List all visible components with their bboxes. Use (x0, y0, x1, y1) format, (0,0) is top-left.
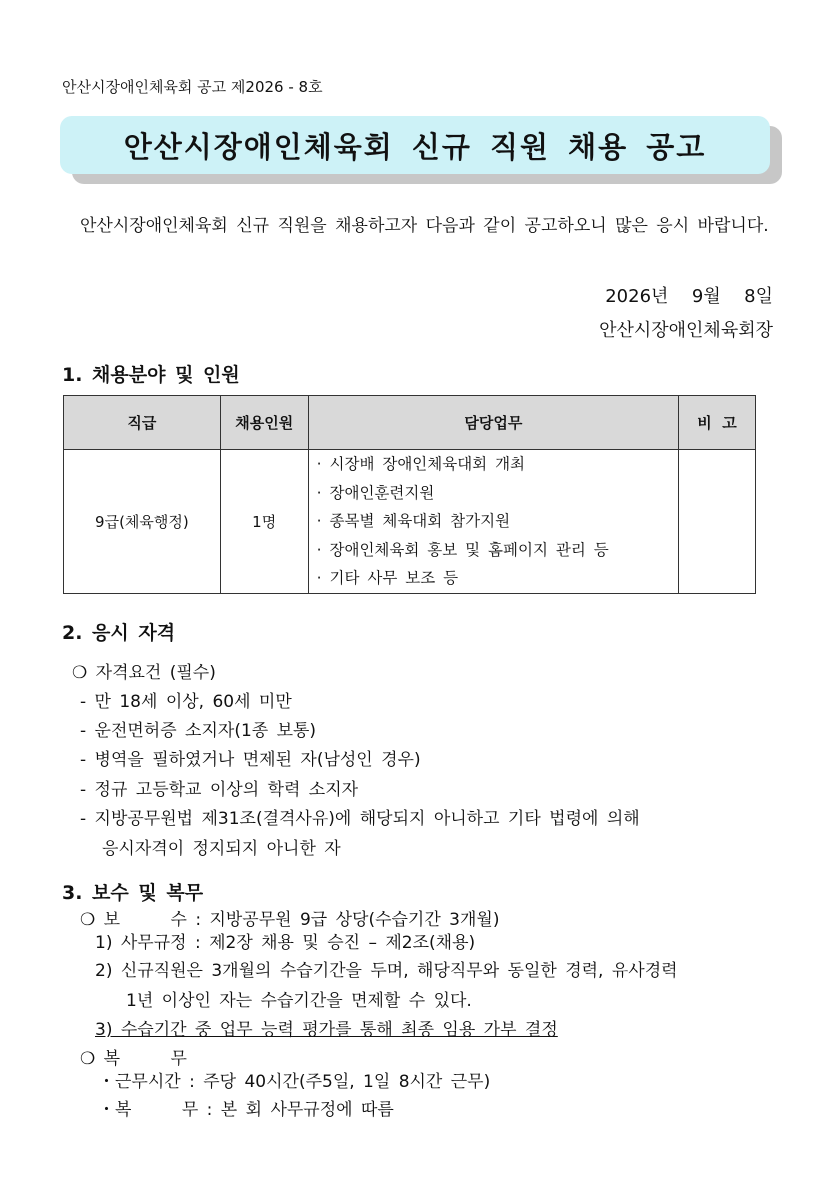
organization-name: 안산시장애인체육회장 (599, 320, 773, 341)
header-count: 채용인원 (220, 396, 308, 450)
pay-item: 3) 수습기간 중 업무 능력 평가를 통해 최종 임용 가부 결정 (95, 1020, 558, 1040)
section2-heading: 2. 응시 자격 (62, 622, 176, 644)
section1-heading: 1. 채용분야 및 인원 (62, 364, 240, 386)
table-header-row (64, 396, 756, 450)
duty-item: · 종목별 체육대회 참가지원 (316, 512, 511, 530)
duty-item: · 장애인훈련지원 (316, 483, 435, 502)
cell-duties (308, 450, 678, 594)
pay-item-continued: 1년 이상인 자는 수습기간을 면제할 수 있다. (126, 991, 472, 1011)
notice-date: 2026년 9월 8일 (605, 286, 773, 307)
recruitment-table (63, 395, 756, 594)
header-grade: 직급 (64, 396, 221, 450)
notice-number: 안산시장애인체육회 공고 제2026 - 8호 (62, 78, 323, 96)
table-row (64, 450, 756, 594)
section3-heading: 3. 보수 및 복무 (62, 882, 204, 904)
pay-item: 2) 신규직원은 3개월의 수습기간을 두며, 해당직무와 동일한 경력, 유사경력 (95, 961, 678, 981)
title-banner (60, 116, 770, 174)
duty-item: · 기타 사무 보조 등 (316, 569, 459, 587)
qualification-item: - 만 18세 이상, 60세 미만 (80, 692, 292, 712)
duty-item: · 시장배 장애인체육대회 개최 (316, 455, 526, 473)
duty-item: · 장애인체육회 홍보 및 홈페이지 관리 등 (316, 540, 609, 559)
cell-grade: 9급(체육행정) (64, 450, 221, 594)
service-item: ・근무시간 : 주당 40시간(주5일, 1일 8시간 근무) (98, 1072, 491, 1092)
service-item: ・복 무 : 본 회 사무규정에 따름 (98, 1100, 394, 1120)
cell-count: 1명 (220, 450, 308, 594)
pay-label: ❍ 보 수 : 지방공무원 9급 상당(수습기간 3개월) (80, 910, 500, 930)
qualification-item: - 정규 고등학교 이상의 학력 소지자 (80, 780, 359, 800)
qualification-item: - 운전면허증 소지자(1종 보통) (80, 721, 317, 741)
qualification-item-continued: 응시자격이 정지되지 아니한 자 (102, 839, 341, 859)
page-title: 안산시장애인체육회 신규 직원 채용 공고 (123, 129, 707, 164)
cell-note (679, 450, 756, 594)
header-duties: 담당업무 (308, 396, 678, 450)
header-note: 비 고 (679, 396, 756, 450)
pay-item: 1) 사무규정 : 제2장 채용 및 승진 – 제2조(채용) (95, 933, 476, 953)
service-label: ❍ 복 무 (80, 1049, 187, 1069)
qualification-subheading: ❍ 자격요건 (필수) (72, 663, 216, 683)
qualification-item: - 지방공무원법 제31조(결격사유)에 해당되지 아니하고 기타 법령에 의해 (80, 809, 640, 829)
intro-paragraph: 안산시장애인체육회 신규 직원을 채용하고자 다음과 같이 공고하오니 많은 응시 바랍니다. (80, 216, 769, 236)
qualification-item: - 병역을 필하였거나 면제된 자(남성인 경우) (80, 750, 421, 770)
